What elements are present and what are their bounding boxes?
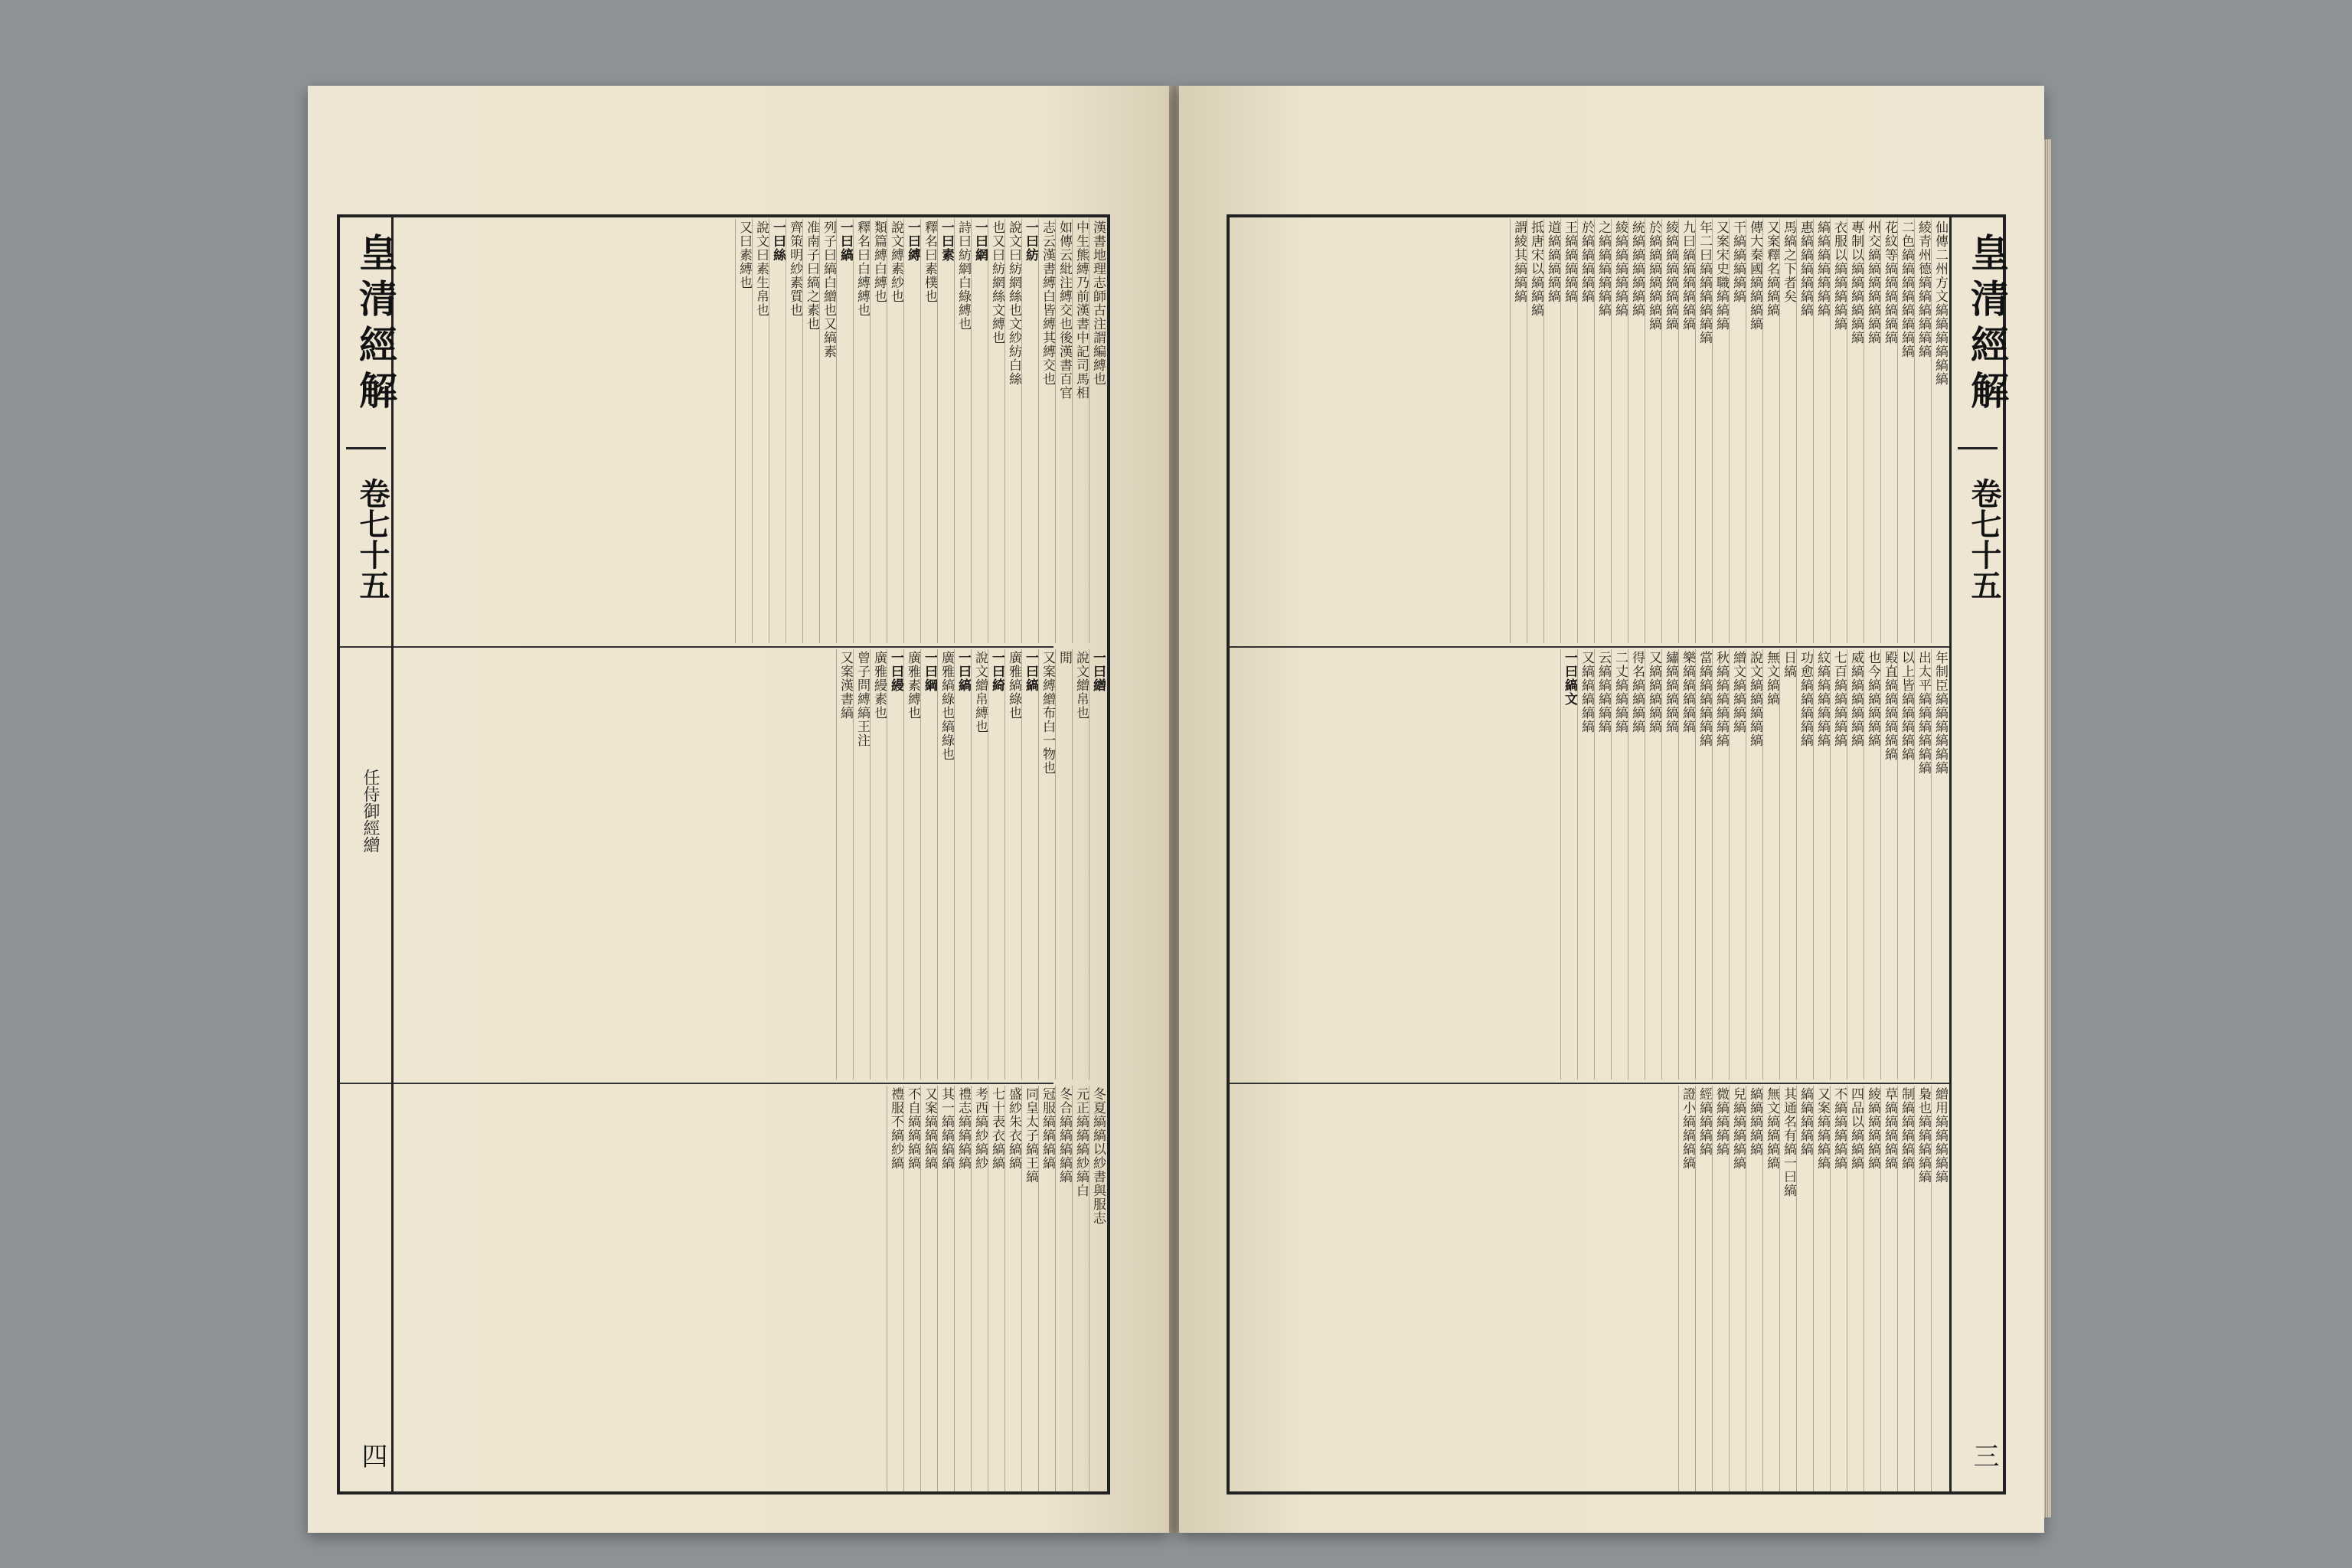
text-column: 秋縞縞縞縞縞縞 — [1712, 649, 1729, 1080]
left-band-divider-2 — [340, 1083, 1054, 1084]
text-column: 馬縞之下者矣 — [1779, 219, 1796, 643]
text-column: 一曰縛 — [903, 219, 920, 643]
text-column: 冬合縞縞縞縞縞 — [1055, 1086, 1072, 1493]
right-page — [1179, 86, 2044, 1533]
text-column: 列子曰縞白繒也又縞素 — [819, 219, 836, 643]
text-column: 縞縞縞縞縞 — [1796, 1086, 1813, 1493]
text-column: 專制以縞縞縞縞縞縞 — [1847, 219, 1864, 643]
text-column: 又案縞縞縞縞 — [920, 1086, 937, 1493]
left-page — [308, 86, 1169, 1533]
running-title-right: 皇清經解 — [1965, 233, 2010, 416]
text-column: 說文縞縞縞縞縞 — [1746, 649, 1762, 1080]
text-column: 衣服以縞縞縞縞縞 — [1830, 219, 1847, 643]
text-column: 二丈縞縞縞縞 — [1611, 649, 1628, 1080]
right-band-middle — [1231, 649, 1948, 1080]
text-column: 道縞縞縞縞縞 — [1544, 219, 1560, 643]
left-band-divider-1 — [340, 646, 1054, 648]
text-column: 綾縞縞縞縞縞 — [1864, 1086, 1880, 1493]
text-column: 謂綾其縞縞縞 — [1510, 219, 1527, 643]
text-column: 冬夏縞縞以紗書與服志 — [1089, 1086, 1106, 1493]
right-band-divider-1 — [1230, 646, 1949, 648]
text-column: 以上皆縞縞縞縞縞 — [1897, 649, 1914, 1080]
text-column: 云縞縞縞縞縞 — [1594, 649, 1611, 1080]
text-column: 又縞縞縞縞縞 — [1645, 649, 1661, 1080]
right-spine — [1949, 217, 2010, 1491]
text-column: 綾青州德縞縞縞縞縞縞 — [1914, 219, 1931, 643]
text-column: 日縞 — [1779, 649, 1796, 1080]
text-column: 仙傳二州方文縞縞縞縞縞縞 — [1931, 219, 1948, 643]
text-column: 說文曰紡網絲也文紗紡白絲 — [1004, 219, 1021, 643]
text-column: 抵唐宋以縞縞縞 — [1527, 219, 1544, 643]
text-column: 一曰縞文 — [1560, 649, 1577, 1080]
text-column: 考西縞紗縞紗 — [971, 1086, 988, 1493]
text-column: 經縞縞縞縞 — [1695, 1086, 1712, 1493]
left-text-frame — [337, 214, 1110, 1494]
text-column: 得名縞縞縞縞 — [1628, 649, 1645, 1080]
open-book — [308, 86, 2044, 1533]
text-column: 一曰綺 — [988, 649, 1004, 1080]
text-column: 繒用縞縞縞縞縞 — [1931, 1086, 1948, 1493]
text-column: 又案釋名縞縞縞 — [1762, 219, 1779, 643]
text-column: 無文縞縞 — [1762, 649, 1779, 1080]
text-column: 一曰縵 — [887, 649, 903, 1080]
text-column: 其通名有縞一曰縞 — [1779, 1086, 1796, 1493]
text-column: 一曰縞 — [836, 219, 853, 643]
text-column: 一曰縞 — [954, 649, 971, 1080]
text-column: 說文繒帛也 — [1072, 649, 1089, 1080]
text-column: 花紋等縞縞縞縞縞縞 — [1880, 219, 1897, 643]
text-column: 也又曰紡網絲文縛也 — [988, 219, 1004, 643]
text-column: 綾縞縞縞縞縞縞 — [1611, 219, 1628, 643]
text-column: 禮志縞縞縞縞 — [954, 1086, 971, 1493]
text-column: 一曰素 — [937, 219, 954, 643]
text-column: 綾縞縞縞縞縞縞縞 — [1661, 219, 1678, 643]
text-column: 王縞縞縞縞縞 — [1560, 219, 1577, 643]
text-column: 也今縞縞縞縞縞 — [1864, 649, 1880, 1080]
text-column: 樂縞縞縞縞縞 — [1678, 649, 1695, 1080]
text-column: 又縞縞縞縞縞 — [1577, 649, 1594, 1080]
text-column: 一曰絲 — [769, 219, 786, 643]
text-column: 廣雅素縛也 — [903, 649, 920, 1080]
text-column: 年二曰縞縞縞縞縞縞 — [1695, 219, 1712, 643]
text-column: 於縞縞縞縞縞縞縞 — [1645, 219, 1661, 643]
text-column: 元正縞縞縞紗縞白 — [1072, 1086, 1089, 1493]
page-number-right: 三 — [1968, 1442, 1999, 1468]
text-column: 漢書地理志師古注謂編縛也 — [1089, 219, 1106, 643]
text-column: 閒 — [1055, 649, 1072, 1080]
text-column: 兒縞縞縞縞縞 — [1729, 1086, 1746, 1493]
text-column: 縞縞縞縞縞 — [1746, 1086, 1762, 1493]
text-column: 一曰網 — [971, 219, 988, 643]
text-column: 釋名曰素樸也 — [920, 219, 937, 643]
text-column: 一曰綱 — [920, 649, 937, 1080]
text-column: 又案宋史職縞縞縞 — [1712, 219, 1729, 643]
right-band-bottom — [1231, 1086, 1948, 1493]
text-column: 無文縞縞縞縞 — [1762, 1086, 1779, 1493]
page-number-left: 四 — [357, 1442, 387, 1468]
text-column: 廣雅縞綠也 — [1004, 649, 1021, 1080]
text-column: 制縞縞縞縞縞 — [1897, 1086, 1914, 1493]
right-band-divider-2 — [1230, 1083, 1949, 1084]
right-text-frame — [1227, 214, 2010, 1494]
text-column: 證小縞縞縞縞 — [1678, 1086, 1695, 1493]
left-band-top — [394, 219, 1106, 643]
text-column: 不縞縞縞縞縞 — [1830, 1086, 1847, 1493]
text-column: 威縞縞縞縞縞縞 — [1847, 649, 1864, 1080]
text-column: 又案縛繒布白一物也 — [1038, 649, 1055, 1080]
left-band-bottom — [394, 1086, 1106, 1493]
text-column: 說文曰素生帛也 — [752, 219, 769, 643]
text-column: 九曰縞縞縞縞縞縞 — [1678, 219, 1695, 643]
text-column: 同皇太子縞王縞 — [1021, 1086, 1038, 1493]
text-column: 志云漢書縛白皆縛其縛交也 — [1038, 219, 1055, 643]
text-column: 准南子曰縞之素也 — [802, 219, 819, 643]
text-column: 功愈縞縞縞縞縞 — [1796, 649, 1813, 1080]
left-spine — [340, 217, 398, 1491]
text-column: 繒文縞縞縞縞 — [1729, 649, 1746, 1080]
text-column: 當縞縞縞縞縞縞 — [1695, 649, 1712, 1080]
text-column: 類篇縛白縛也 — [870, 219, 887, 643]
text-column: 梟也縞縞縞縞縞 — [1914, 1086, 1931, 1493]
fishtail-mark-left — [346, 447, 386, 449]
text-column: 草縞縞縞縞縞 — [1880, 1086, 1897, 1493]
text-column: 廣雅縵素也 — [870, 649, 887, 1080]
text-column: 統縞縞縞縞縞縞 — [1628, 219, 1645, 643]
text-column: 又案漢書縞 — [836, 649, 853, 1080]
text-column: 繡縞縞縞縞縞 — [1661, 649, 1678, 1080]
text-column: 州交縞縞縞縞縞縞縞 — [1864, 219, 1880, 643]
text-column: 二色縞縞縞縞縞縞縞縞 — [1897, 219, 1914, 643]
text-column: 七百縞縞縞縞縞 — [1830, 649, 1847, 1080]
running-title-left: 皇清經解 — [353, 233, 398, 416]
text-column: 於縞縞縞縞縞 — [1577, 219, 1594, 643]
text-column: 不自縞縞縞縞 — [903, 1086, 920, 1493]
text-column: 惠縞縞縞縞縞縞 — [1796, 219, 1813, 643]
text-column: 冠服縞縞縞縞 — [1038, 1086, 1055, 1493]
text-column: 說文縛素紗也 — [887, 219, 903, 643]
text-column: 其一縞縞縞縞 — [937, 1086, 954, 1493]
text-column: 盛紗朱衣縞縞 — [1004, 1086, 1021, 1493]
text-column: 又案縞縞縞縞 — [1813, 1086, 1830, 1493]
right-band-top — [1231, 219, 1948, 643]
text-column: 四品以縞縞縞 — [1847, 1086, 1864, 1493]
text-column: 縞縞縞縞縞縞縞 — [1813, 219, 1830, 643]
text-column: 殿直縞縞縞縞縞縞 — [1880, 649, 1897, 1080]
text-column: 一曰縞 — [1021, 649, 1038, 1080]
text-column: 傳大秦國縞縞縞縞 — [1746, 219, 1762, 643]
text-column: 如傳云紕注縛交也後漢書百官 — [1055, 219, 1072, 643]
text-column: 齊策明紗素質也 — [786, 219, 802, 643]
text-column: 微縞縞縞縞 — [1712, 1086, 1729, 1493]
text-column: 一曰繒 — [1089, 649, 1106, 1080]
text-column: 一曰紡 — [1021, 219, 1038, 643]
volume-label-right: 卷七十五 — [1966, 478, 2002, 600]
volume-label-left: 卷七十五 — [354, 478, 390, 600]
text-column: 廣雅縞綠也縞綠也 — [937, 649, 954, 1080]
text-column: 干縞縞縞縞縞 — [1729, 219, 1746, 643]
text-column: 年制臣縞縞縞縞縞縞 — [1931, 649, 1948, 1080]
text-column: 禮服不縞紗縞 — [887, 1086, 903, 1493]
text-column: 之縞縞縞縞縞縞 — [1594, 219, 1611, 643]
text-column: 說文繒帛縛也 — [971, 649, 988, 1080]
text-column: 釋名曰白縛縛也 — [853, 219, 870, 643]
text-column: 曾子問縛縞王注 — [853, 649, 870, 1080]
fishtail-mark-right — [1958, 447, 1998, 449]
text-column: 詩曰紡網白綠縛也 — [954, 219, 971, 643]
left-band-middle — [394, 649, 1106, 1080]
text-column: 七十表衣縞縞 — [988, 1086, 1004, 1493]
text-column: 中生熊縛乃前漢書中記司馬相 — [1072, 219, 1089, 643]
text-column: 紋縞縞縞縞縞縞 — [1813, 649, 1830, 1080]
side-note-left: 任侍御經繒 — [361, 769, 380, 853]
text-column: 又曰素縛也 — [735, 219, 752, 643]
text-column: 出太平縞縞縞縞縞縞 — [1914, 649, 1931, 1080]
